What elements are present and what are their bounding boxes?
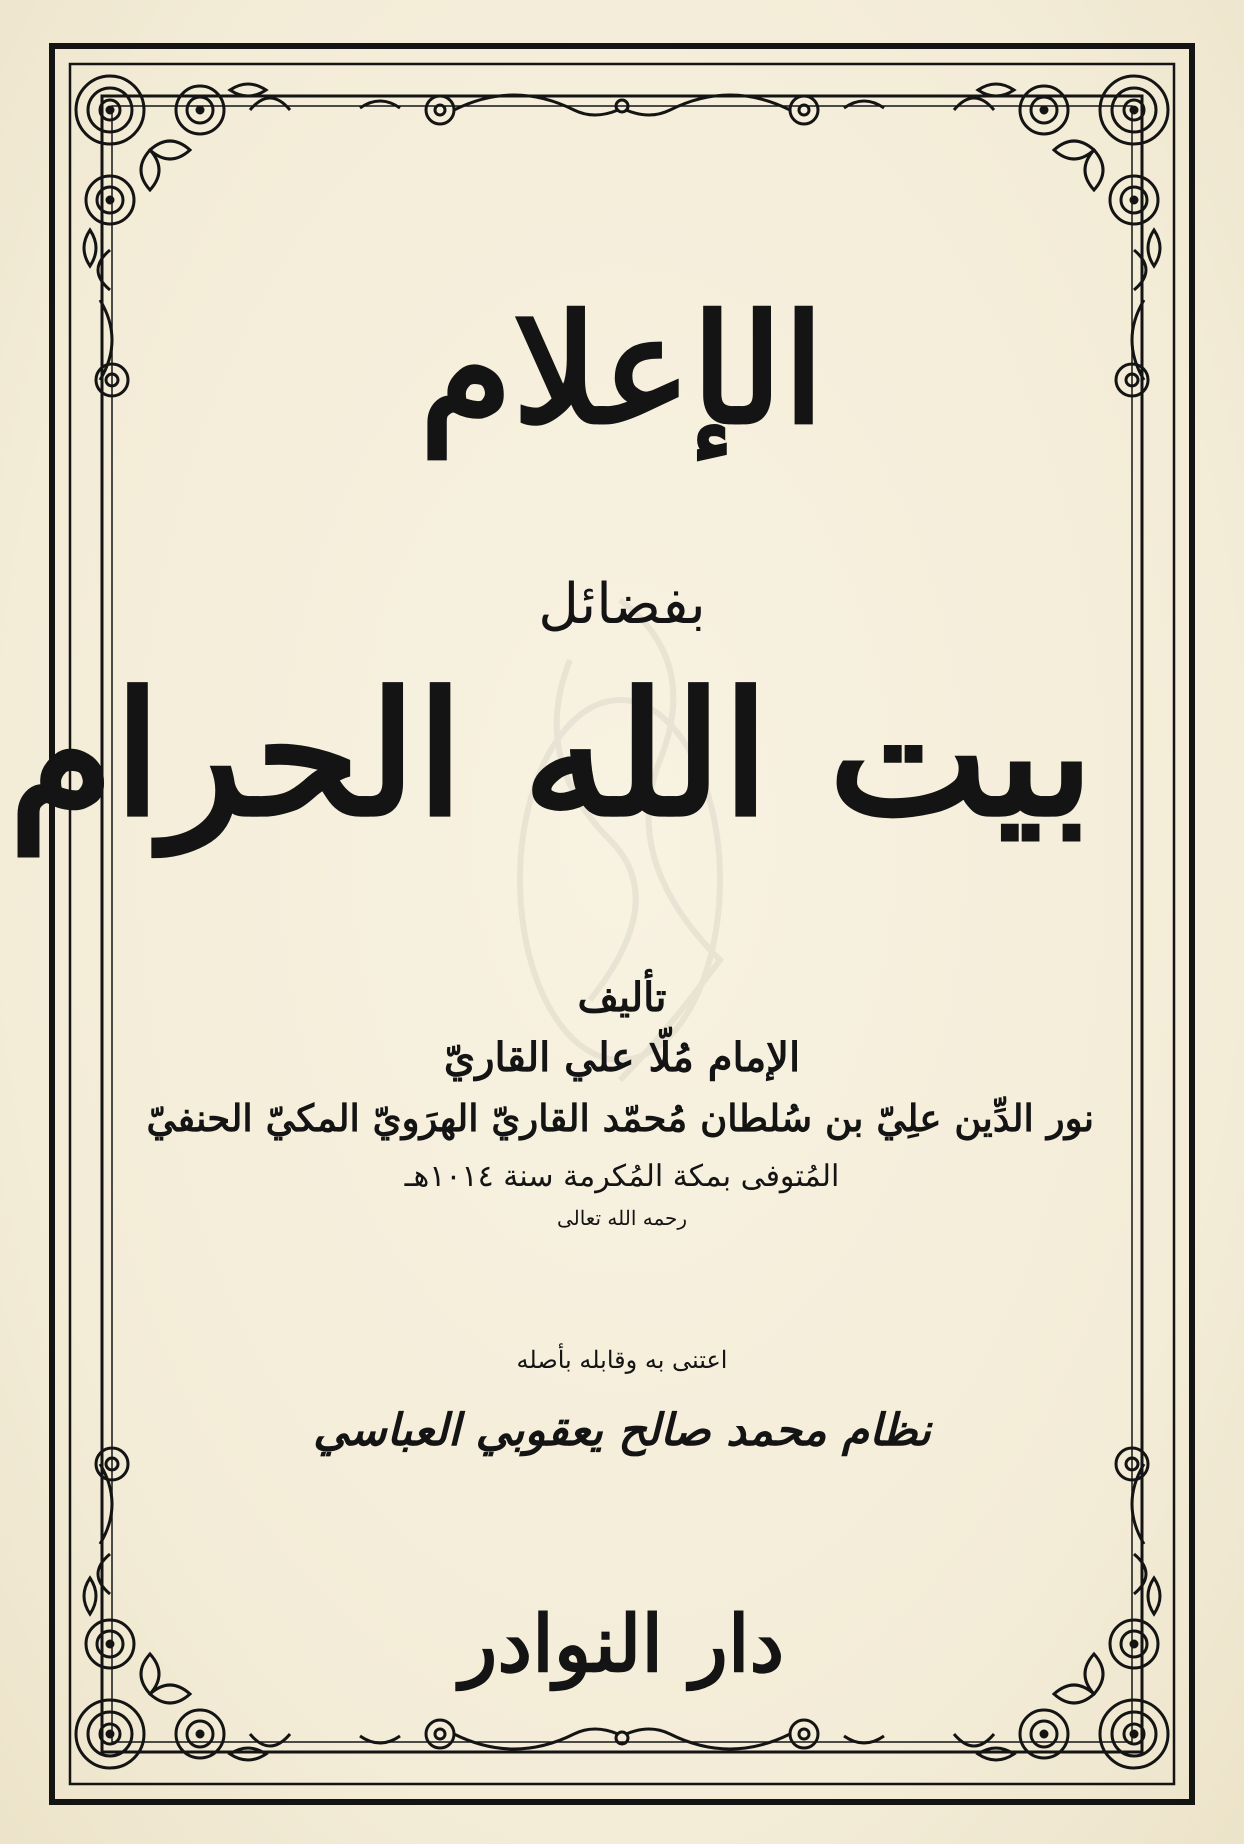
book-title-main: الإعلام	[419, 282, 825, 458]
prayer-text: رحمه الله تعالى	[556, 1206, 688, 1230]
author-name: الإمام مُلّا علي القاريّ	[443, 1034, 801, 1081]
editor-label: اعتنى به وقابله بأصله	[516, 1346, 728, 1374]
corner-ornament	[76, 76, 290, 290]
cover-content	[8, 260, 1094, 1710]
author-full-name: نور الدِّين علِيّ بن سُلطان مُحمّد القاريّ الهرَويّ المكيّ الحنفيّ	[146, 1096, 1094, 1140]
book-title-sub: بيت الله الحرام	[8, 655, 1094, 855]
author-label: تأليف	[577, 974, 667, 1021]
author-death-note: المُتوفى بمكة المُكرمة سنة ١٠١٤هـ	[404, 1159, 840, 1194]
book-title-connector: بفضائل	[538, 572, 706, 637]
publisher-logo: دار النوادر	[459, 1599, 785, 1690]
editor-name: نظام محمد صالح يعقوبي العباسي	[313, 1405, 931, 1456]
